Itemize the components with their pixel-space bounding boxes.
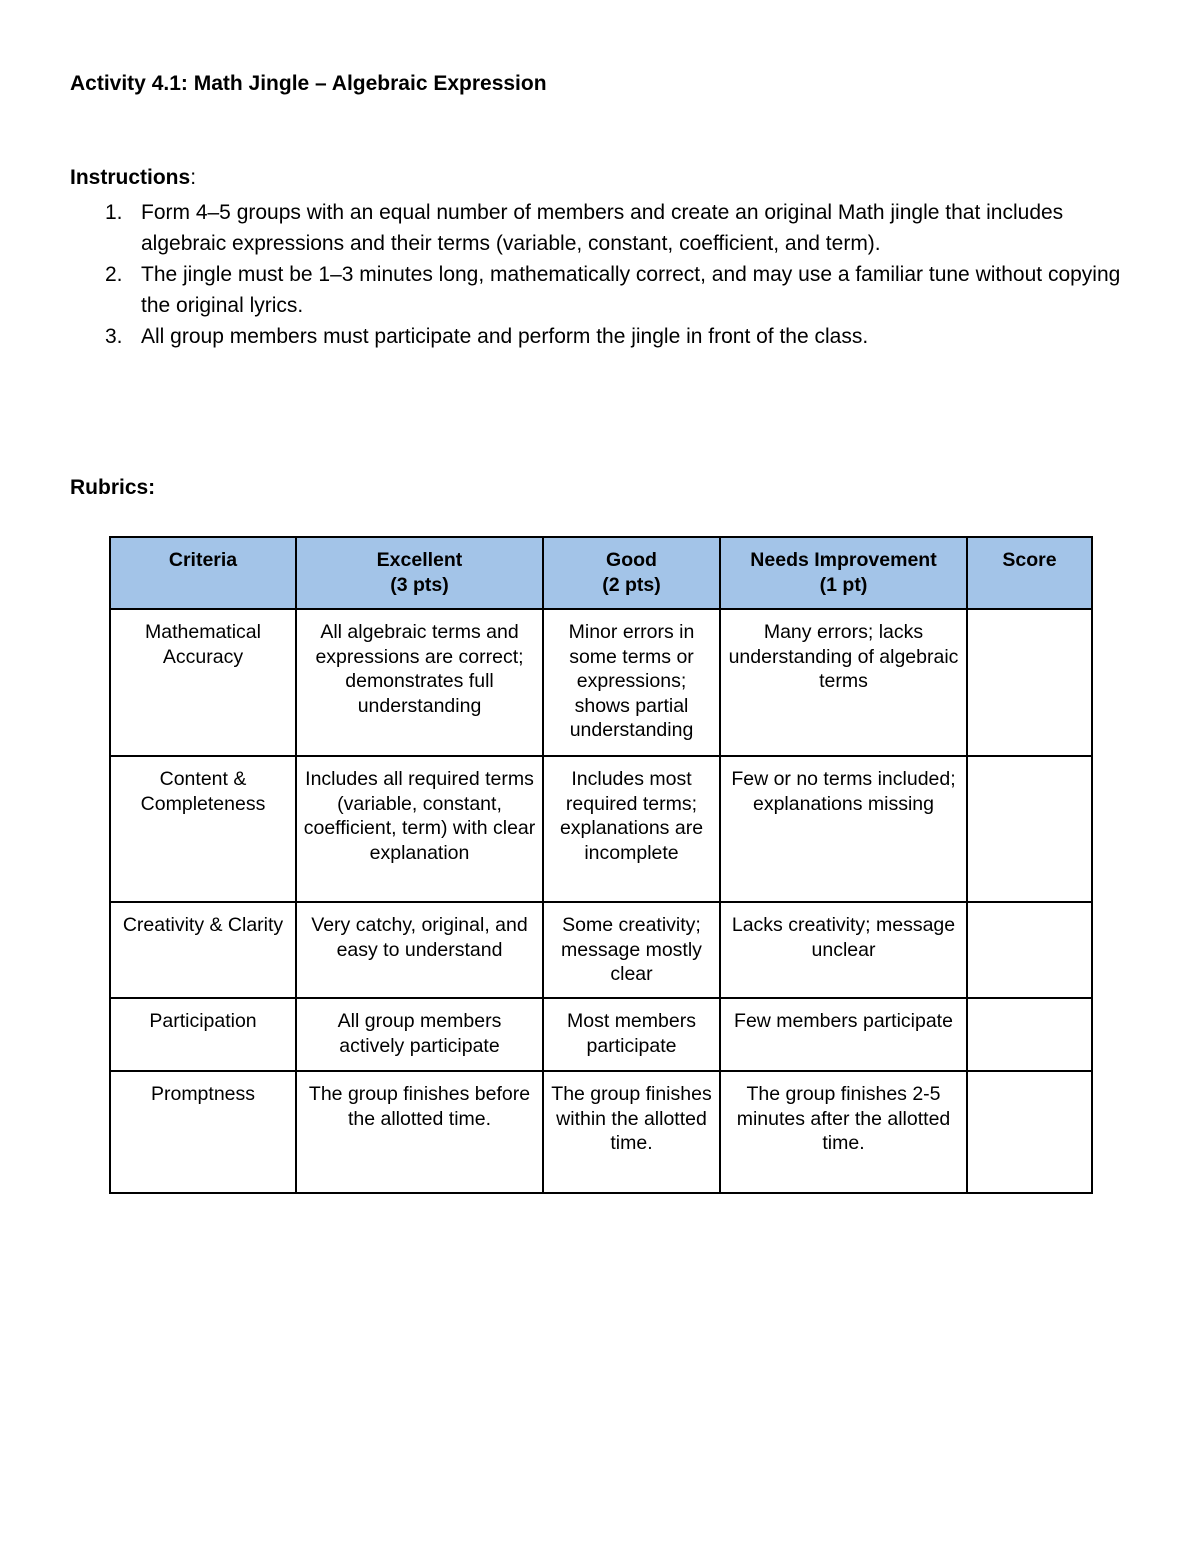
good-cell: Minor errors in some terms or expressions; shows partial understanding [543,609,720,756]
score-cell[interactable] [967,609,1092,756]
instruction-number: 2. [105,263,123,286]
rubric-row [110,1071,1092,1193]
score-cell[interactable] [967,902,1092,998]
column-header-points: (2 pts) [602,573,661,596]
excellent-cell: All algebraic terms and expressions are correct; demonstrates full understanding [296,609,543,756]
score-cell[interactable] [967,1071,1092,1193]
criteria-cell: Promptness [110,1071,296,1193]
criteria-cell: Creativity & Clarity [110,902,296,998]
column-header-good [543,537,720,609]
needs-improvement-cell: Few members participate [720,998,967,1071]
instruction-text: The jingle must be 1–3 minutes long, mathematically correct, and may use a familiar tune without copying the original lyrics. [141,263,1121,317]
instruction-text: All group members must participate and perform the jingle in front of the class. [141,325,869,348]
good-cell: The group finishes within the allotted time. [543,1071,720,1193]
column-header-excellent [296,537,543,609]
score-cell[interactable] [967,756,1092,902]
instruction-item [70,321,1130,352]
rubrics-heading: Rubrics: [70,476,156,499]
excellent-cell: Includes all required terms (variable, constant, coefficient, term) with clear explanation [296,756,543,902]
excellent-cell: Very catchy, original, and easy to understand [296,902,543,998]
page-title: Activity 4.1: Math Jingle – Algebraic Expression [70,72,547,95]
column-header-points: (3 pts) [390,573,449,596]
column-header-label: Excellent [376,549,463,571]
rubric-row [110,902,1092,998]
needs-improvement-cell: Many errors; lacks understanding of algebraic terms [720,609,967,756]
column-header-label: Score [1002,549,1057,571]
rubric-row [110,998,1092,1071]
good-cell: Some creativity; message mostly clear [543,902,720,998]
needs-improvement-cell: Few or no terms included; explanations missing [720,756,967,902]
column-header-needs-improvement [720,537,967,609]
instruction-number: 3. [105,325,123,348]
instruction-list [70,197,1130,352]
criteria-cell: Participation [110,998,296,1071]
rubric-table [109,536,1093,1194]
good-cell: Most members participate [543,998,720,1071]
column-header-label: Needs Improvement [750,549,937,571]
rubric-row [110,756,1092,902]
instruction-number: 1. [105,201,123,224]
criteria-cell: Mathematical Accuracy [110,609,296,756]
column-header-label: Criteria [168,549,238,571]
excellent-cell: All group members actively participate [296,998,543,1071]
excellent-cell: The group finishes before the allotted time. [296,1071,543,1193]
needs-improvement-cell: The group finishes 2-5 minutes after the allotted time. [720,1071,967,1193]
instructions-heading-label: Instructions [70,166,191,189]
column-header-points: (1 pt) [819,573,868,596]
rubric-header-row [110,537,1092,609]
instruction-text: Form 4–5 groups with an equal number of members and create an original Math jingle that includes algebraic expressions and their terms (variable, constant, coefficient, and term). [141,201,1064,255]
needs-improvement-cell: Lacks creativity; message unclear [720,902,967,998]
instruction-item [70,197,1130,259]
score-cell[interactable] [967,998,1092,1071]
instruction-item [70,259,1130,321]
column-header-criteria [110,537,296,609]
criteria-cell: Content & Completeness [110,756,296,902]
column-header-score [967,537,1092,609]
good-cell: Includes most required terms; explanations are incomplete [543,756,720,902]
rubric-row [110,609,1092,756]
instructions-heading [70,166,196,190]
column-header-label: Good [606,549,657,571]
instructions-heading-colon: : [190,166,197,189]
